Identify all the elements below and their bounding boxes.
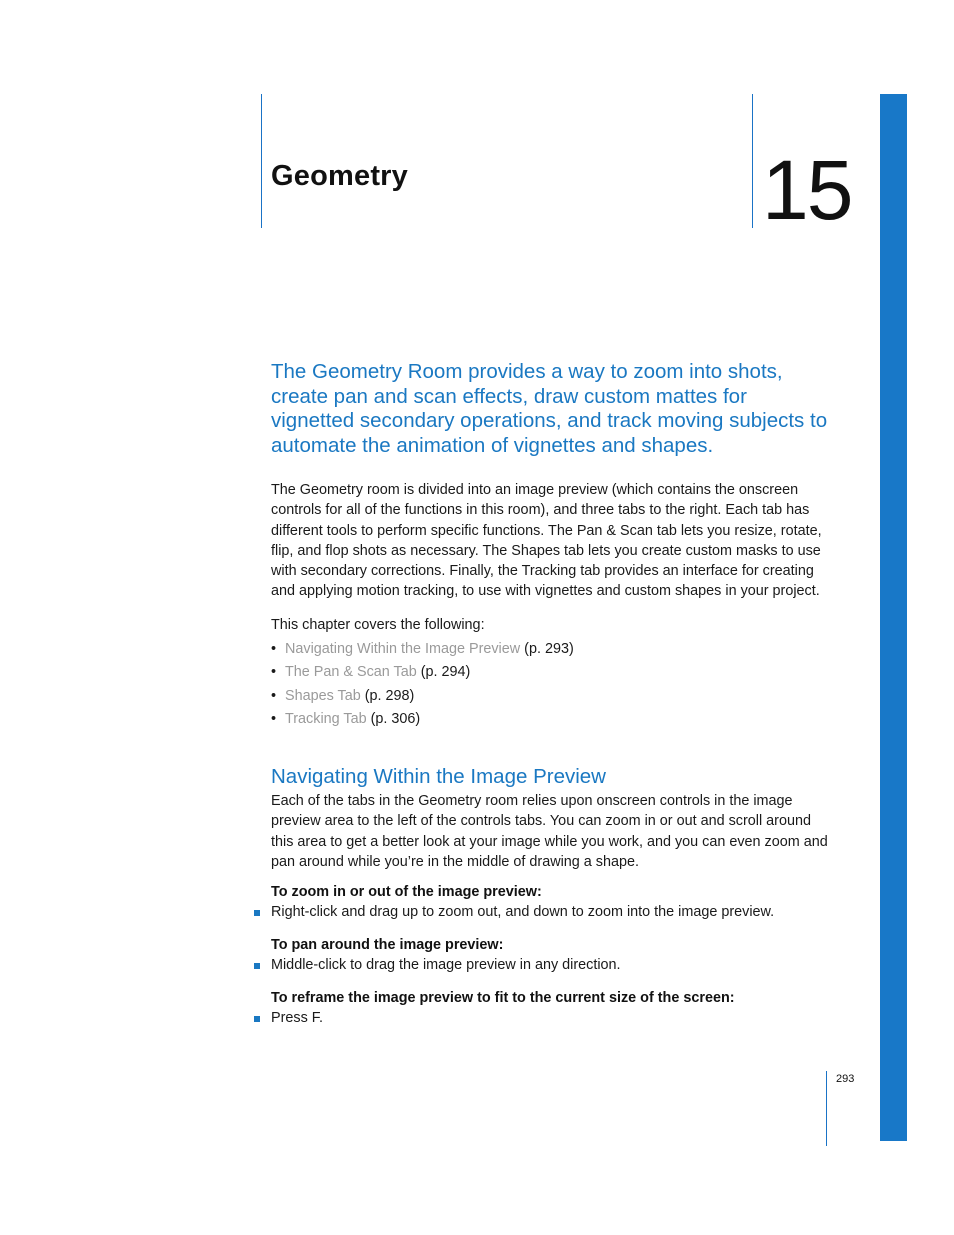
toc-link-shapes[interactable]: Shapes Tab	[285, 688, 361, 704]
toc-bullet: •	[271, 711, 277, 727]
covers-label: This chapter covers the following:	[271, 617, 485, 633]
bullet-square-icon	[254, 963, 260, 969]
toc-link-pan-scan[interactable]: The Pan & Scan Tab	[285, 664, 417, 680]
toc-page: (p. 306)	[366, 711, 421, 727]
chapter-intro: The Geometry Room provides a way to zoom into shots, create pan and scan effects, draw custom mattes for vignetted secondary operations, and track moving subjects to automate the animation of vignettes and shapes.	[271, 360, 828, 457]
task-step-zoom: Right-click and drag up to zoom out, and down to zoom into the image preview.	[271, 904, 775, 920]
overview-paragraph: The Geometry room is divided into an image preview (which contains the onscreen controls for all of the functions in this room), and three tabs to the right. Each tab has different tools to perform specific functions. The Pan & Scan tab lets you resize, rotate, flip, and flop shots as necessary. The Shapes tab lets you create custom masks to use with secondary corrections. Finally, the Tracking tab provides an interface for creating and applying motion tracking, to use with vignettes and custom shapes in your project.	[271, 482, 822, 600]
page-number-rule	[826, 1071, 827, 1146]
toc-link-tracking[interactable]: Tracking Tab	[285, 711, 367, 727]
toc-link-navigating[interactable]: Navigating Within the Image Preview	[285, 641, 521, 657]
bullet-square-icon	[254, 1016, 260, 1022]
chapter-number: 15	[762, 143, 852, 237]
title-left-rule	[261, 94, 262, 228]
toc-page: (p. 294)	[416, 664, 471, 680]
number-left-rule	[752, 94, 753, 228]
task-heading-zoom: To zoom in or out of the image preview:	[271, 884, 542, 900]
task-step-reframe: Press F.	[271, 1010, 323, 1026]
chapter-title: Geometry	[271, 160, 408, 192]
section-heading: Navigating Within the Image Preview	[271, 765, 606, 788]
toc-page: (p. 298)	[360, 688, 415, 704]
page-number: 293	[836, 1073, 855, 1085]
toc-bullet: •	[271, 664, 277, 680]
toc-bullet: •	[271, 641, 277, 657]
chapter-side-tab	[880, 94, 907, 1141]
toc-bullet: •	[271, 688, 277, 704]
section-paragraph: Each of the tabs in the Geometry room relies upon onscreen controls in the image preview area to the left of the controls tabs. You can zoom in or out and scroll around this area to get a better look at your image while you work, and you can even zoom and pan around while you’re in the middle of drawing a shape.	[271, 793, 828, 870]
toc-page: (p. 293)	[520, 641, 574, 657]
task-step-pan: Middle-click to drag the image preview in any direction.	[271, 957, 621, 973]
task-heading-reframe: To reframe the image preview to fit to the current size of the screen:	[271, 990, 735, 1006]
task-heading-pan: To pan around the image preview:	[271, 937, 504, 953]
bullet-square-icon	[254, 910, 260, 916]
